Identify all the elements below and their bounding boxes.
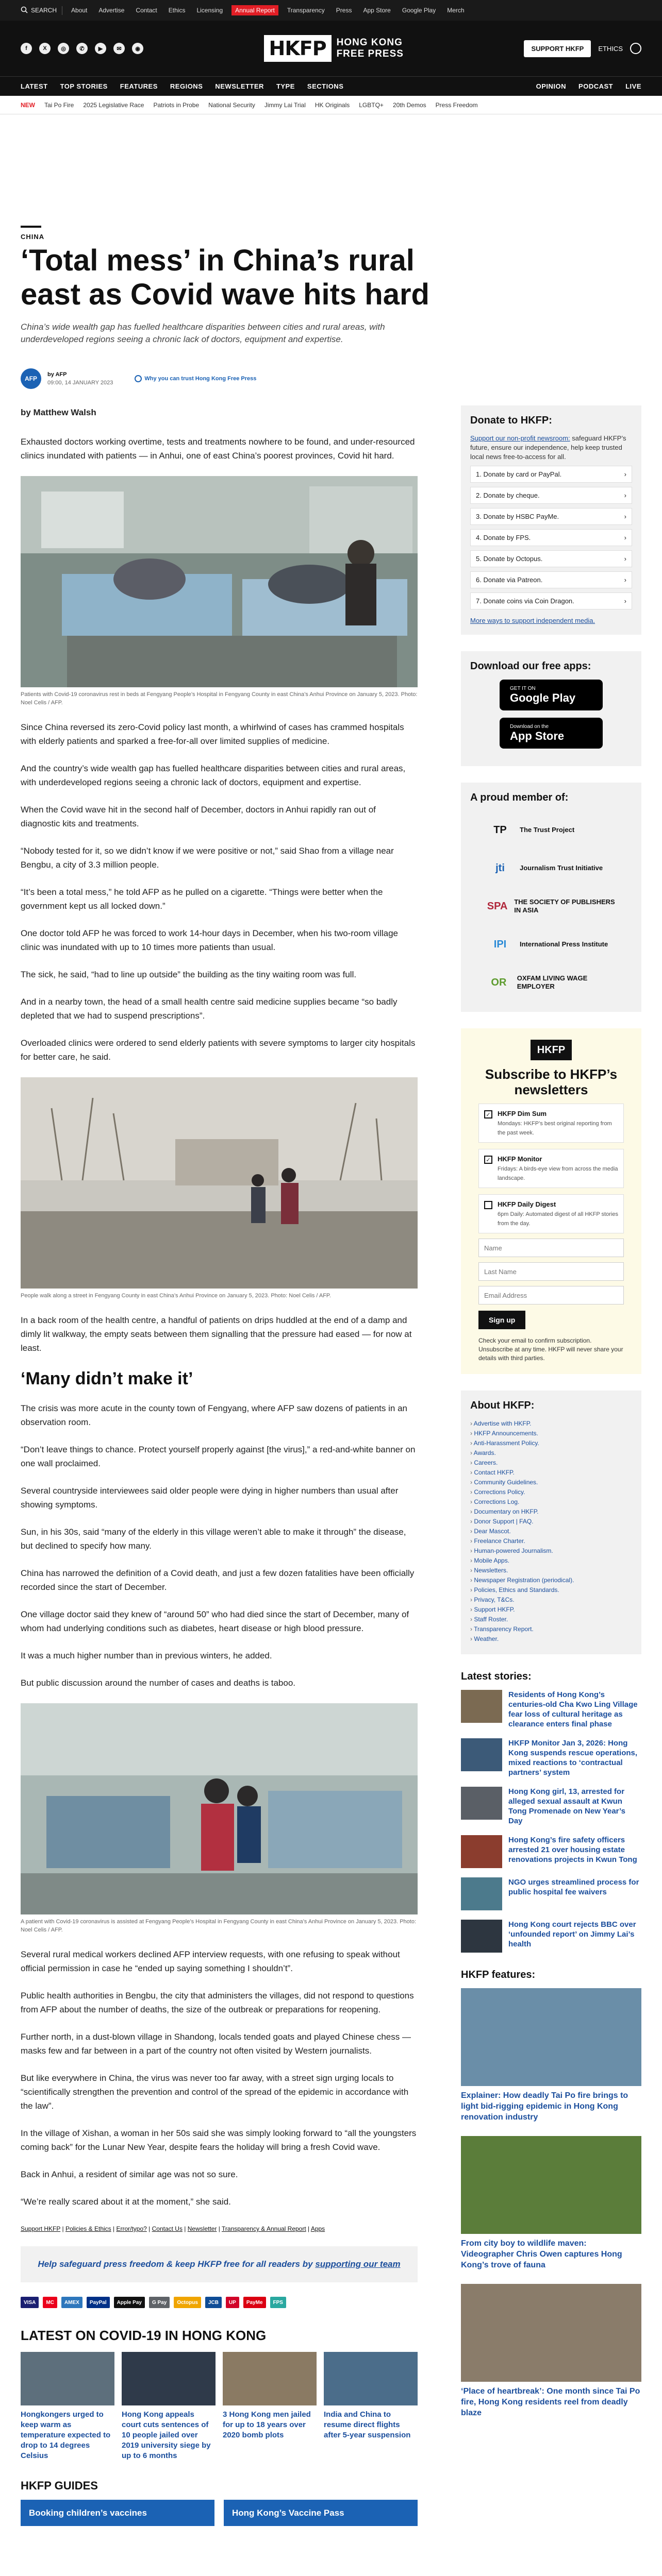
afp-avatar: AFP [21,368,41,389]
about-link[interactable]: › Newspaper Registration (periodical). [470,1575,632,1585]
about-link[interactable]: › Careers. [470,1458,632,1468]
story-thumbnail [461,1690,502,1723]
member-name: Journalism Trust Initiative [520,864,603,872]
member-org[interactable] [470,925,632,963]
support-callout-link[interactable]: supporting our team [315,2259,401,2269]
story-title: Hong Kong girl, 13, arrested for alleged sexual assault at Kwun Tong Promenade on New Year’s Day [508,1787,626,1825]
app-store-name: App Store [510,729,565,742]
nav-live[interactable]: LIVE [625,82,641,90]
related-thumbnail [324,2352,418,2405]
member-title: A proud member of: [470,792,569,803]
story-title: NGO urges streamlined process for public hospital fee waivers [508,1878,639,1896]
donate-option[interactable] [470,550,632,567]
about-link[interactable]: › Contact HKFP. [470,1468,632,1478]
about-link[interactable]: › HKFP Announcements. [470,1429,632,1438]
newsletter-option-title: HKFP Daily Digest [498,1200,556,1208]
article-author: by Matthew Walsh [21,408,96,417]
paragraph: Back in Anhui, a resident of similar age was not so sure. [21,2170,238,2179]
paragraph: And in a nearby town, the head of a small health centre said medicine supplies became “so badly depleted that we had to suspend prescriptions”. [21,997,398,1021]
feature-title: Explainer: How deadly Tai Po fire brings to light bid-rigging epidemic in Hong Kong renovation industry [461,2091,628,2122]
guides-heading: HKFP GUIDES [21,2479,98,2492]
nav-newsletter[interactable]: NEWSLETTER [215,82,264,90]
util-link-advertise[interactable]: Advertise [98,7,125,14]
article-photo-2 [21,1077,418,1300]
story-item[interactable] [461,1920,641,1953]
jcb-icon: JCB [205,2297,222,2308]
paragraph: One doctor told AFP he was forced to work 14-hour days in December, when his two-room village clinic was inundated with up to 10 times more patients than usual. [21,928,398,952]
category-rule [21,226,41,228]
app-store-small: Download on the [510,723,549,730]
trending-bar [0,96,662,114]
about-link[interactable]: › Staff Roster. [470,1615,632,1624]
visa-icon: VISA [21,2297,39,2308]
donate-option[interactable] [470,466,632,483]
donate-option-label: 2. Donate by cheque. [476,492,540,499]
article-photo-3 [21,1703,418,1934]
donate-option-label: 6. Donate via Patreon. [476,576,543,584]
paragraph: Several countryside interviewees said older people were dying in higher numbers than usual after showing symptoms. [21,1486,399,1510]
trending-item[interactable]: Press Freedom [435,101,478,109]
feature-title: From city boy to wildlife maven: Videographer Chris Owen captures Hong Kong’s trove of fauna [461,2239,622,2269]
newsletter-widget [461,1028,641,1374]
about-link[interactable]: › Transparency Report. [470,1624,632,1634]
newsletter-note: Check your email to confirm subscription. Unsubscribe at any time. HKFP will never share your details with third parties. [478,1337,623,1362]
oxfam-logo: OR [491,976,507,988]
trending-item[interactable]: 20th Demos [392,101,426,109]
trending-item[interactable]: Tai Po Fire [44,101,74,109]
logo-line-1: HONG KONG [336,37,403,48]
nav-opinion[interactable]: OPINION [536,82,567,90]
newsletter-option[interactable] [478,1194,624,1233]
paragraph: Overloaded clinics were ordered to send elderly patients with severe symptoms to larger city hospitals for better care, he said. [21,1038,416,1062]
jti-logo: jti [495,862,505,874]
paragraph: Several rural medical workers declined AFP interview requests, with one refusing to speak without official permission in case he “ended up saying something I shouldn’t”. [21,1950,400,1973]
related-thumbnail [21,2352,114,2405]
trending-item[interactable]: 2025 Legislative Race [83,101,144,109]
trending-item[interactable]: LGBTQ+ [359,101,384,109]
util-link-merch[interactable]: Merch [447,7,465,14]
paragraph: Sun, in his 30s, said “many of the elderly in this village weren’t able to make it through” the disease, but declined to specify how many. [21,1527,406,1551]
util-link-ethics[interactable]: Ethics [168,7,186,14]
trending-item[interactable]: Patriots in Probe [153,101,200,109]
nav-sections[interactable]: SECTIONS [307,82,344,90]
hospital-photo [21,476,418,687]
story-title: Hong Kong’s fire safety officers arrested 21 over housing estate renovations projects in Kwun Tong [508,1836,637,1864]
related-stories [21,2329,418,2461]
nav-type[interactable]: TYPE [276,82,295,90]
newsletter-option-desc: 6pm Daily: Automated digest of all HKFP stories from the day. [498,1211,618,1227]
about-link[interactable]: › Support HKFP. [470,1605,632,1615]
section-heading: ‘Many didn’t make it’ [21,1369,193,1388]
footer-link-typo[interactable]: Error/typo? [116,2225,147,2232]
paragraph: The sick, he said, “had to line up outside” the building as the tiny waiting room was full. [21,970,357,979]
feature-image [461,1988,641,2086]
trending-item[interactable]: National Security [208,101,255,109]
last-name-input[interactable] [478,1262,624,1281]
about-link[interactable]: › Newsletters. [470,1566,632,1575]
footer-link-transparency[interactable]: Transparency & Annual Report [222,2225,306,2232]
about-link[interactable]: › Policies, Ethics and Standards. [470,1585,632,1595]
trending-item[interactable]: HK Originals [315,101,350,109]
footer-link-policies[interactable]: Policies & Ethics [65,2225,111,2232]
util-link-contact[interactable]: Contact [136,7,157,14]
about-link[interactable]: › Awards. [470,1448,632,1458]
story-thumbnail [461,1738,502,1771]
related-heading: LATEST ON COVID-19 IN HONG KONG [21,2328,267,2343]
story-item[interactable] [461,1835,641,1868]
support-callout-text: Help safeguard press freedom & keep HKFP free for all readers by [38,2259,313,2269]
about-list [470,1419,632,1644]
chevron-right-icon: › [624,513,626,520]
paragraph: “We’re really scared about it at the moment,” she said. [21,2197,231,2207]
donate-option-label: 3. Donate by HSBC PayMe. [476,513,559,520]
nav-features[interactable]: FEATURES [120,82,158,90]
donate-option[interactable] [470,529,632,546]
util-link-licensing[interactable]: Licensing [196,7,223,14]
unionpay-icon: UP [226,2297,239,2308]
donate-option-label: 1. Donate by card or PayPal. [476,470,562,478]
logo-mark: HKFP [264,35,332,62]
donate-title: Donate to HKFP: [470,415,552,426]
paragraph: The crisis was more acute in the county town of Fengyang, where AFP saw dozens of patients in an observation room. [21,1403,407,1427]
donate-option-label: 7. Donate coins via Coin Dragon. [476,597,574,605]
feature-image [461,2284,641,2382]
newsletter-option[interactable] [478,1104,624,1143]
first-name-input[interactable] [478,1239,624,1257]
patient-photo [21,1703,418,1914]
newsletter-checkbox[interactable] [484,1201,492,1209]
nav-podcast[interactable]: PODCAST [578,82,614,90]
donate-option[interactable] [470,508,632,525]
story-item[interactable] [461,1787,641,1826]
article-category[interactable]: CHINA [21,233,45,241]
story-item[interactable] [461,1690,641,1729]
octopus-icon: Octopus [174,2297,201,2308]
trust-icon [135,375,142,382]
article-footer-links: Support HKFP | Policies & Ethics | Error/typo? | Contact Us | Newsletter | Transparency & Annual Report | Apps [21,2225,325,2232]
trust-project-logo: TP [493,824,507,836]
related-thumbnail [223,2352,317,2405]
user-account-icon[interactable] [630,43,641,54]
member-name: THE SOCIETY OF PUBLISHERS IN ASIA [514,898,615,914]
about-link[interactable]: › Human-powered Journalism. [470,1546,632,1556]
search-label: SEARCH [31,7,57,14]
related-title: Hong Kong appeals court cuts sentences of 10 people jailed over 2019 university siege by up to 6 months [122,2410,211,2460]
paragraph: It was a much higher number than in previous winters, he added. [21,1651,272,1660]
stories-title: Latest stories: [461,1671,532,1682]
paragraph: But like everywhere in China, the virus was never too far away, with a street sign urging locals to “scientifically strengthen the prevention and control of the spread of the epidemic in accordance with the law”. [21,2073,409,2111]
related-title: India and China to resume direct flights after 5-year suspension [324,2410,411,2439]
paragraph: When the Covid wave hit in the second half of December, doctors in Anhui rapidly ran out of diagnostic kits and treatments. [21,805,376,828]
social-links [21,43,143,54]
story-title: Hong Kong court rejects BBC over ‘unfounded report’ on Jimmy Lai’s health [508,1920,636,1948]
util-link-annual-report[interactable]: Annual Report [231,5,278,15]
article-subtitle: China’s wide wealth gap has fuelled healthcare disparities between cities and rural areas, with underdeveloped regions seeing a chronic lack of doctors, equipment and expertise. [21,322,385,344]
util-link-about[interactable]: About [71,7,88,14]
util-link-google-play[interactable]: Google Play [402,7,436,14]
about-widget [461,1391,641,1654]
newsletter-title: Subscribe to HKFP’s newsletters [485,1066,618,1097]
byline-author[interactable]: by AFP [47,371,67,378]
util-link-press[interactable]: Press [336,7,352,14]
chevron-right-icon: › [624,534,626,541]
paragraph: “Don’t leave things to chance. Protect yourself properly against [the virus],” a red-and-white banner on one wall proclaimed. [21,1445,416,1468]
story-thumbnail [461,1835,502,1868]
article-header [21,114,443,389]
hkfp-guides [21,2479,418,2526]
related-thumbnail [122,2352,216,2405]
donate-option[interactable] [470,571,632,588]
paypal-icon: PayPal [87,2297,110,2308]
apps-title: Download our free apps: [470,660,591,672]
ethics-link[interactable]: ETHICS [598,44,623,53]
newsletter-checkbox[interactable]: ✓ [484,1110,492,1118]
donate-option[interactable] [470,592,632,609]
donate-option[interactable] [470,487,632,504]
newsletter-option-title: HKFP Dim Sum [498,1110,547,1117]
photo-caption: Patients with Covid-19 coronavirus rest in beds at Fengyang People’s Hospital in Fengyang County in east China’s Anhui Province on January 5, 2023. Photo: Noel Celis / AFP. [21,691,418,706]
chevron-right-icon: › [624,597,626,605]
donate-option-label: 4. Donate by FPS. [476,534,531,541]
nav-latest[interactable]: LATEST [21,82,48,90]
google-play-badge[interactable] [500,680,603,710]
story-thumbnail [461,1787,502,1820]
article-photo-1 [21,476,418,707]
feature-title: ‘Place of heartbreak’: One month since Tai Po fire, Hong Kong residents reel from deadly blaze [461,2387,640,2417]
payment-methods [21,2297,418,2308]
footer-link-contact[interactable]: Contact Us [152,2225,183,2232]
feature-item[interactable] [461,1988,641,2123]
story-thumbnail [461,1920,502,1953]
signup-button[interactable]: Sign up [478,1311,525,1329]
email-input[interactable] [478,1286,624,1304]
newsletter-logo: HKFP [531,1040,572,1060]
member-org[interactable] [470,811,632,849]
trending-item[interactable]: Jimmy Lai Trial [264,101,306,109]
email-icon[interactable]: ✉ [113,43,125,54]
byline-date: 09:00, 14 JANUARY 2023 [47,380,113,386]
story-item[interactable] [461,1738,641,1777]
google-pay-icon: G Pay [149,2297,170,2308]
paragraph: “It’s been a total mess,” he told AFP as he pulled on a cigarette. “Things were better when the government kept us all locked down.” [21,887,383,911]
google-play-small: GET IT ON [510,685,536,691]
sopa-logo: SPA [487,900,508,912]
ipi-logo: IPI [493,938,507,950]
footer-link-newsletter[interactable]: Newsletter [187,2225,217,2232]
about-link[interactable]: › Advertise with HKFP. [470,1419,632,1429]
paragraph: “Nobody tested for it, so we didn’t know if we were positive or not,” said Shao from a village near Bengbu, a city of 3.3 million people. [21,846,394,870]
story-title: HKFP Monitor Jan 3, 2026: Hong Kong suspends rescue operations, mixed reactions to ‘contractual partners’ system [508,1739,638,1777]
about-title: About HKFP: [470,1400,535,1411]
related-card[interactable] [223,2352,317,2461]
donate-intro-link[interactable]: Support our non-profit newsroom: [470,434,570,442]
support-hkfp-button[interactable]: SUPPORT HKFP [524,40,591,57]
story-thumbnail [461,1877,502,1910]
paragraph: In the village of Xishan, a woman in her 50s said she was simply looking forward to “all the youngsters coming back” for the Lunar New Year, despite fears the holiday will bring a fresh Covid wave. [21,2128,417,2152]
feature-item[interactable] [461,2284,641,2418]
member-name: The Trust Project [520,826,575,834]
features-title: HKFP features: [461,1969,536,1980]
x-icon[interactable]: X [39,43,51,54]
member-name: International Press Institute [520,940,608,948]
newsletter-option-desc: Fridays: A birds-eye view from across the media landscape. [498,1166,618,1181]
newsletter-option-desc: Mondays: HKFP’s best original reporting from the past week. [498,1121,612,1136]
amex-icon: AMEX [61,2297,82,2308]
instagram-icon[interactable]: ◎ [58,43,69,54]
about-link[interactable]: › Anti-Harassment Policy. [470,1438,632,1448]
member-org[interactable] [470,963,632,1002]
main-navigation [0,76,662,96]
paragraph: And the country’s wide wealth gap has fuelled healthcare disparities between cities and rural areas, with underdeveloped regions seeing a chronic lack of doctors, equipment and expertise. [21,764,406,787]
about-link[interactable]: › Donor Support | FAQ. [470,1517,632,1527]
paragraph: Exhausted doctors working overtime, tests and treatments nowhere to be found, and under-resourced clinics inundated with patients — in Anhui, one of east China’s poorest provinces, Covid hit hard. [21,437,415,461]
app-store-badge[interactable] [500,718,603,749]
footer-link-apps[interactable]: Apps [310,2225,325,2232]
chevron-right-icon: › [624,470,626,478]
member-org[interactable] [470,887,632,925]
about-link[interactable]: › Freelance Charter. [470,1536,632,1546]
article-body [21,405,418,2526]
donate-more-link[interactable]: More ways to support independent media. [470,617,595,624]
about-link[interactable]: › Privacy, T&Cs. [470,1595,632,1605]
donate-widget [461,405,641,635]
newsletter-option-title: HKFP Monitor [498,1155,542,1163]
payme-icon: PayMe [243,2297,266,2308]
google-play-name: Google Play [510,691,576,704]
feature-item[interactable] [461,2136,641,2270]
sidebar [461,405,641,2526]
related-card[interactable] [324,2352,418,2461]
chevron-right-icon: › [624,492,626,499]
trust-link[interactable] [135,375,256,382]
related-card[interactable] [122,2352,216,2461]
related-title: 3 Hong Kong men jailed for up to 18 years over 2020 bomb plots [223,2410,311,2439]
street-photo [21,1077,418,1289]
paragraph: Further north, in a dust-blown village in Shandong, locals tended goats and played Chinese chess — masks few and far between in a part of the country not often visited by Western journalists. [21,2032,411,2056]
search-icon [21,6,28,15]
about-link[interactable]: › Dear Mascot. [470,1527,632,1536]
mastercard-icon: MC [43,2297,57,2308]
paragraph: But public discussion around the number of cases and deaths is taboo. [21,1678,296,1688]
photo-caption: People walk along a street in Fengyang County in east China’s Anhui Province on January 5, 2023. Photo: Noel Celis / AFP. [21,1293,331,1299]
about-link[interactable]: › Mobile Apps. [470,1556,632,1566]
whatsapp-icon[interactable]: ✆ [76,43,88,54]
paragraph: One village doctor said they knew of “around 50” who had died since the start of December, many of whom had underlying conditions such as diabetes, heart disease or high blood pressure. [21,1609,409,1633]
story-item[interactable] [461,1877,641,1910]
donate-option-label: 5. Donate by Octopus. [476,555,543,563]
related-title: Hongkongers urged to keep warm as temperature expected to drop to 14 degrees Celsius [21,2410,111,2460]
brand-header [0,21,662,76]
trending-label: NEW [21,101,35,109]
utility-bar [0,0,662,21]
paragraph: In a back room of the health centre, a handful of patients on drips huddled at the end of a damp and dimly lit walkway, the empty seats between them signalling that the pressure had eased — for now at least. [21,1315,412,1353]
util-link-app-store[interactable]: App Store [363,7,391,14]
guide-vaccine-pass[interactable]: Hong Kong’s Vaccine Pass [224,2500,418,2526]
nav-top-stories[interactable]: TOP STORIES [60,82,108,90]
donate-intro: safeguard HKFP’s future, ensure our independence, help keep trusted local news free-to-access for all. [470,434,626,461]
paragraph: Public health authorities in Bengbu, the city that administers the villages, did not respond to questions from AFP about the number of deaths, the size of the outbreak or preparations for reopening. [21,1991,414,2014]
latest-stories-widget [461,1671,641,1953]
member-widget [461,783,641,1012]
site-logo[interactable] [264,35,404,62]
nav-regions[interactable]: REGIONS [170,82,203,90]
about-link[interactable]: › Documentary on HKFP. [470,1507,632,1517]
logo-line-2: FREE PRESS [336,48,404,59]
facebook-icon[interactable]: f [21,43,32,54]
util-link-transparency[interactable]: Transparency [287,7,325,14]
footer-link-support[interactable]: Support HKFP [21,2225,61,2232]
article-title: ‘Total mess’ in China’s rural east as Covid wave hits hard [21,244,429,311]
about-link[interactable]: › Corrections Log. [470,1497,632,1507]
about-link[interactable]: › Weather. [470,1634,632,1644]
feature-image [461,2136,641,2234]
newsletter-option[interactable] [478,1149,624,1188]
guide-vaccines[interactable]: Booking children’s vaccines [21,2500,214,2526]
paragraph: China has narrowed the definition of a Covid death, and just a few dozen fatalities have been officially recorded since the start of December. [21,1568,415,1592]
about-link[interactable]: › Corrections Policy. [470,1487,632,1497]
fps-icon: FPS [270,2297,286,2308]
support-callout [21,2246,418,2282]
member-name: OXFAM LIVING WAGE EMPLOYER [517,974,588,990]
member-org[interactable] [470,849,632,887]
apple-pay-icon: Apple Pay [114,2297,145,2308]
chevron-right-icon: › [624,555,626,563]
apps-widget [461,651,641,766]
photo-caption: A patient with Covid-19 coronavirus is assisted at Fengyang People’s Hospital in Fengyang County in east China’s Anhui Province on January 5, 2023. Photo: Noel Celis / AFP. [21,1919,416,1933]
features-widget [461,1969,641,2418]
related-card[interactable] [21,2352,114,2461]
about-link[interactable]: › Community Guidelines. [470,1478,632,1487]
byline [21,368,443,389]
trust-label: Why you can trust Hong Kong Free Press [144,376,257,382]
newsletter-checkbox[interactable]: ✓ [484,1156,492,1164]
rss-icon[interactable]: ◉ [132,43,143,54]
logo-wordmark [337,37,404,60]
story-title: Residents of Hong Kong’s centuries-old Cha Kwo Ling Village fear loss of cultural heritage as clearance enters final phase [508,1690,638,1728]
paragraph: Since China reversed its zero-Covid policy last month, a whirlwind of cases has crammed hospitals with elderly patients and sparked a free-for-all over limited supplies of medicine. [21,722,404,746]
chevron-right-icon: › [624,576,626,584]
search-button[interactable] [21,6,62,15]
youtube-icon[interactable]: ▶ [95,43,106,54]
